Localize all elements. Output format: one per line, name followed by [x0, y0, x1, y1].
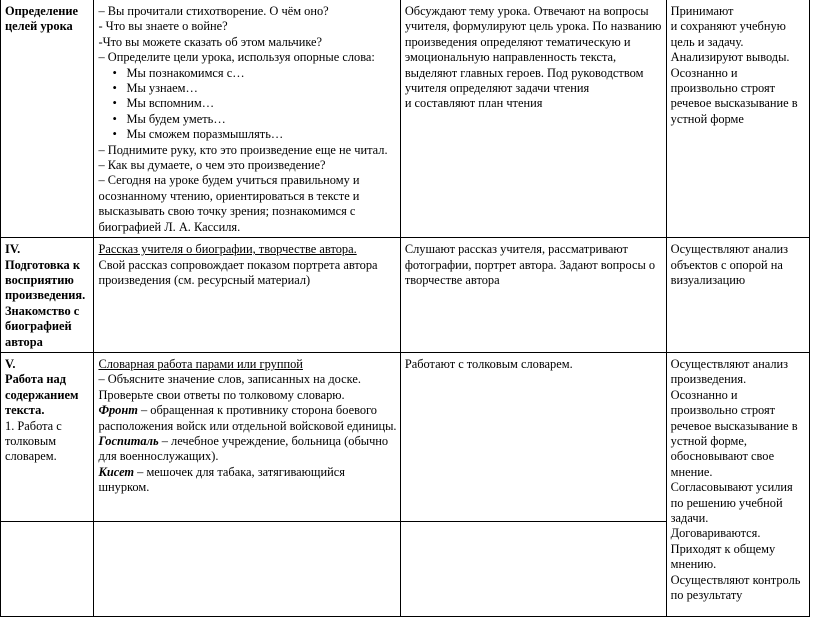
- term-definition: – обращенная к противнику сторона боевого расположения войск или отдельной войсковой единицы.: [98, 403, 397, 433]
- term-word: Кисет: [98, 464, 135, 479]
- teacher-text: Свой рассказ сопровождает показом портрета автора произведения (см. ресурсный материал): [98, 257, 378, 287]
- uud-text: Согласовывают усилия по решению учебной задачи.: [670, 480, 793, 525]
- student-text: Обсуждают тему урока. Отвечают на вопросы учителя, формулируют цель урока. По названию произведения определяют тематическую и эмоциональную направленность текста, выделяют главных героев. Под руководством учителя определяют задачи чтения: [404, 4, 662, 96]
- student-text: и составляют план чтения: [404, 96, 543, 111]
- teacher-line: -Что вы можете сказать об этом мальчике?: [98, 34, 323, 49]
- uud-text: Осуществляют контроль: [670, 572, 801, 587]
- teacher-activity-cell: [94, 0, 400, 238]
- stage-cell: [1, 352, 94, 521]
- table-row: [1, 352, 810, 521]
- teacher-line: – Поднимите руку, кто это произведение еще не читал.: [98, 142, 388, 157]
- uud-text: Принимают: [670, 4, 734, 18]
- stage-number: IV.: [5, 242, 21, 257]
- uud-text: Анализируют выводы.: [670, 50, 790, 65]
- term-word: Фронт: [98, 403, 138, 418]
- uud-text: Осознанно и произвольно строят речевое высказывание в устной форме: [670, 65, 798, 126]
- student-text: Работают с толковым словарем.: [404, 356, 573, 371]
- uud-text: и сохраняют учебную цель и задачу.: [670, 19, 786, 49]
- stage-cell: [1, 521, 94, 616]
- teacher-line: – Вы прочитали стихотворение. О чём оно?: [98, 4, 329, 18]
- table-row: [1, 0, 810, 238]
- term-definition: – лечебное учреждение, больница (обычно для военнослужащих).: [98, 433, 389, 464]
- teacher-activity-cell: [94, 521, 400, 616]
- list-item: • Мы будем уметь…: [112, 112, 396, 127]
- student-text: Слушают рассказ учителя, рассматривают фотографии, портрет автора. Задают вопросы о творчестве автора: [404, 242, 656, 287]
- teacher-line: – Определите цели урока, используя опорные слова:: [98, 50, 375, 65]
- list-item: • Мы узнаем…: [112, 81, 396, 96]
- list-item: • Мы вспомним…: [112, 96, 396, 111]
- uud-cell: [666, 238, 809, 353]
- list-item: • Мы познакомимся с…: [112, 66, 396, 81]
- teacher-activity-cell: [94, 352, 400, 521]
- table-row: [1, 238, 810, 353]
- uud-cell: [666, 352, 809, 616]
- uud-text: Осуществляют анализ объектов с опорой на визуализацию: [670, 242, 789, 287]
- goal-keyword-list: [98, 66, 396, 143]
- student-activity-cell: [400, 238, 666, 353]
- term-definition: – мешочек для табака, затягивающийся шнурком.: [98, 464, 345, 495]
- stage-cell: [1, 238, 94, 353]
- stage-number: V.: [5, 356, 16, 371]
- teacher-line: – Как вы думаете, о чем это произведение?: [98, 158, 326, 173]
- student-activity-cell: [400, 352, 666, 521]
- vocab-term: [98, 434, 396, 465]
- stage-title: Работа над содержанием текста.: [5, 372, 79, 418]
- stage-title: Определение целей урока: [5, 4, 79, 34]
- term-word: Госпиталь: [98, 433, 159, 448]
- list-item: • Мы сможем поразмышлять…: [112, 127, 396, 142]
- teacher-line: – Сегодня на уроке будем учиться правильному и осознанному чтению, ориентироваться в тексте и высказывать свою точку зрения; познакомимся с биографией Л. А. Кассиля.: [98, 173, 360, 234]
- student-activity-cell: [400, 521, 666, 616]
- stage-subtitle: 1. Работа с толковым словарем.: [5, 418, 62, 464]
- uud-text: Приходят к общему мнению.: [670, 541, 776, 572]
- student-activity-cell: [400, 0, 666, 238]
- vocab-term: [98, 465, 396, 496]
- stage-cell: [1, 0, 94, 238]
- teacher-heading: Рассказ учителя о биографии, творчестве автора.: [98, 242, 357, 257]
- teacher-text: – Объясните значение слов, записанных на доске. Проверьте свои ответы по толковому словарю.: [98, 372, 361, 402]
- uud-text: Осознанно и произвольно строят речевое высказывание в устной форме, обосновывают свое мнение.: [670, 387, 798, 479]
- vocab-term: [98, 403, 396, 434]
- uud-text: Осуществляют анализ произведения.: [670, 356, 789, 387]
- teacher-activity-cell: [94, 238, 400, 353]
- uud-text: Договариваются.: [670, 526, 761, 541]
- teacher-heading: Словарная работа парами или группой: [98, 356, 303, 371]
- stage-title: Подготовка к восприятию произведения. Знакомство с биографией автора: [5, 257, 86, 349]
- uud-cell: [666, 0, 809, 238]
- uud-text: по результату: [670, 588, 743, 603]
- teacher-line: - Что вы знаете о войне?: [98, 19, 228, 34]
